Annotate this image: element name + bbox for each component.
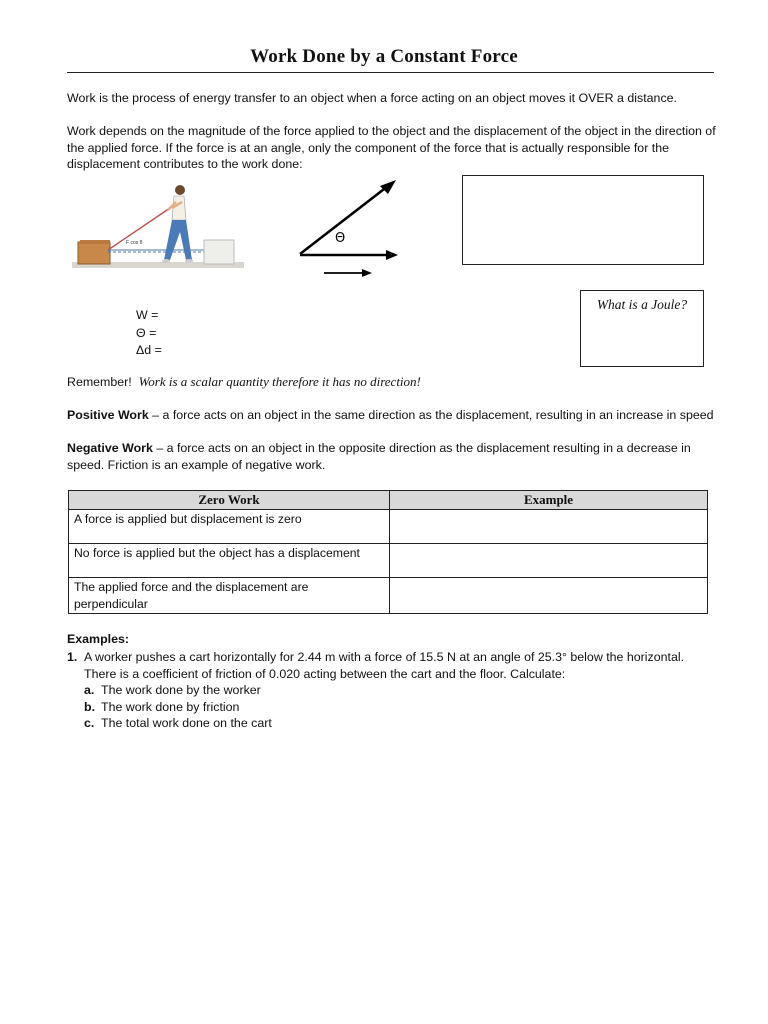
var-d: Δd =: [136, 343, 162, 357]
example-1: [67, 649, 717, 732]
box: [78, 242, 110, 264]
pulling-box-illustration: [68, 180, 248, 272]
horizontal-arrowhead: [386, 250, 398, 260]
part-text: The total work done on the cart: [101, 716, 272, 731]
ghost-box: [204, 240, 234, 264]
example-answer-cell[interactable]: [390, 544, 708, 578]
question-1: [67, 649, 717, 682]
part-letter: c.: [84, 716, 95, 731]
positive-work-definition: [67, 407, 717, 424]
answer-box-1[interactable]: [462, 175, 704, 265]
title-divider: [67, 72, 714, 73]
var-theta: Θ =: [136, 325, 157, 340]
table-row: [69, 544, 708, 578]
negative-work-definition: [67, 440, 717, 473]
page-title: Work Done by a Constant Force: [250, 46, 518, 67]
zero-work-case: A force is applied but displacement is zero: [69, 510, 390, 544]
theta-label: Θ: [335, 231, 346, 246]
remember-note: [67, 374, 717, 391]
remember-lead: Remember!: [67, 375, 132, 389]
displacement-arrowhead: [362, 269, 372, 277]
question-text: A worker pushes a cart horizontally for 2.44 m with a force of 15.5 N at an angle of 25.3° below the horizontal. There is a coefficient of friction of 0.020 acting between the cart and the floor. Calculate:: [84, 650, 685, 681]
table-header-row: [69, 491, 708, 510]
angle-vector-diagram: [292, 176, 404, 280]
positive-work-term: Positive Work: [67, 408, 149, 422]
var-w: W =: [136, 308, 159, 322]
zero-work-table: [68, 490, 708, 614]
list-item: [84, 699, 717, 716]
part-text: The work done by the worker: [101, 683, 261, 698]
list-item: [84, 715, 717, 732]
table-row: [69, 510, 708, 544]
part-letter: a.: [84, 683, 95, 698]
intro-paragraph-2: Work depends on the magnitude of the force applied to the object and the displacement of the object in the direction of the applied force. If the force is at an angle, only the component of the force that is actually responsible for the displacement contributes to the work done:: [67, 124, 716, 172]
example-answer-cell[interactable]: [390, 510, 708, 544]
zero-work-case: The applied force and the displacement are perpendicular: [69, 578, 390, 614]
joule-label: What is a Joule?: [596, 297, 688, 312]
rope-label: F cos θ: [126, 240, 143, 246]
question-number: 1.: [67, 650, 78, 664]
part-text: The work done by friction: [101, 699, 240, 714]
part-letter: b.: [84, 699, 96, 714]
intro-paragraph-1: Work is the process of energy transfer to an object when a force acting on an object moves it OVER a distance.: [67, 91, 677, 105]
negative-work-text: – a force acts on an object in the opposite direction as the displacement resulting in a decrease in speed. Friction is an example of negative work.: [67, 441, 691, 472]
variables-list: [136, 307, 162, 360]
joule-box[interactable]: [580, 290, 704, 367]
header-example: Example: [390, 491, 708, 510]
examples-heading: Examples:: [67, 632, 129, 646]
example-answer-cell[interactable]: [390, 578, 708, 614]
positive-work-text: – a force acts on an object in the same direction as the displacement, resulting in an increase in speed: [148, 408, 714, 422]
person-jeans: [164, 220, 192, 260]
remember-text: Work is a scalar quantity therefore it has no direction!: [138, 374, 421, 389]
list-item: [84, 682, 717, 699]
person-head: [175, 185, 185, 195]
zero-work-case: No force is applied but the object has a displacement: [69, 544, 390, 578]
header-zero-work: Zero Work: [69, 491, 390, 510]
table-row: [69, 578, 708, 614]
negative-work-term: Negative Work: [67, 441, 153, 455]
